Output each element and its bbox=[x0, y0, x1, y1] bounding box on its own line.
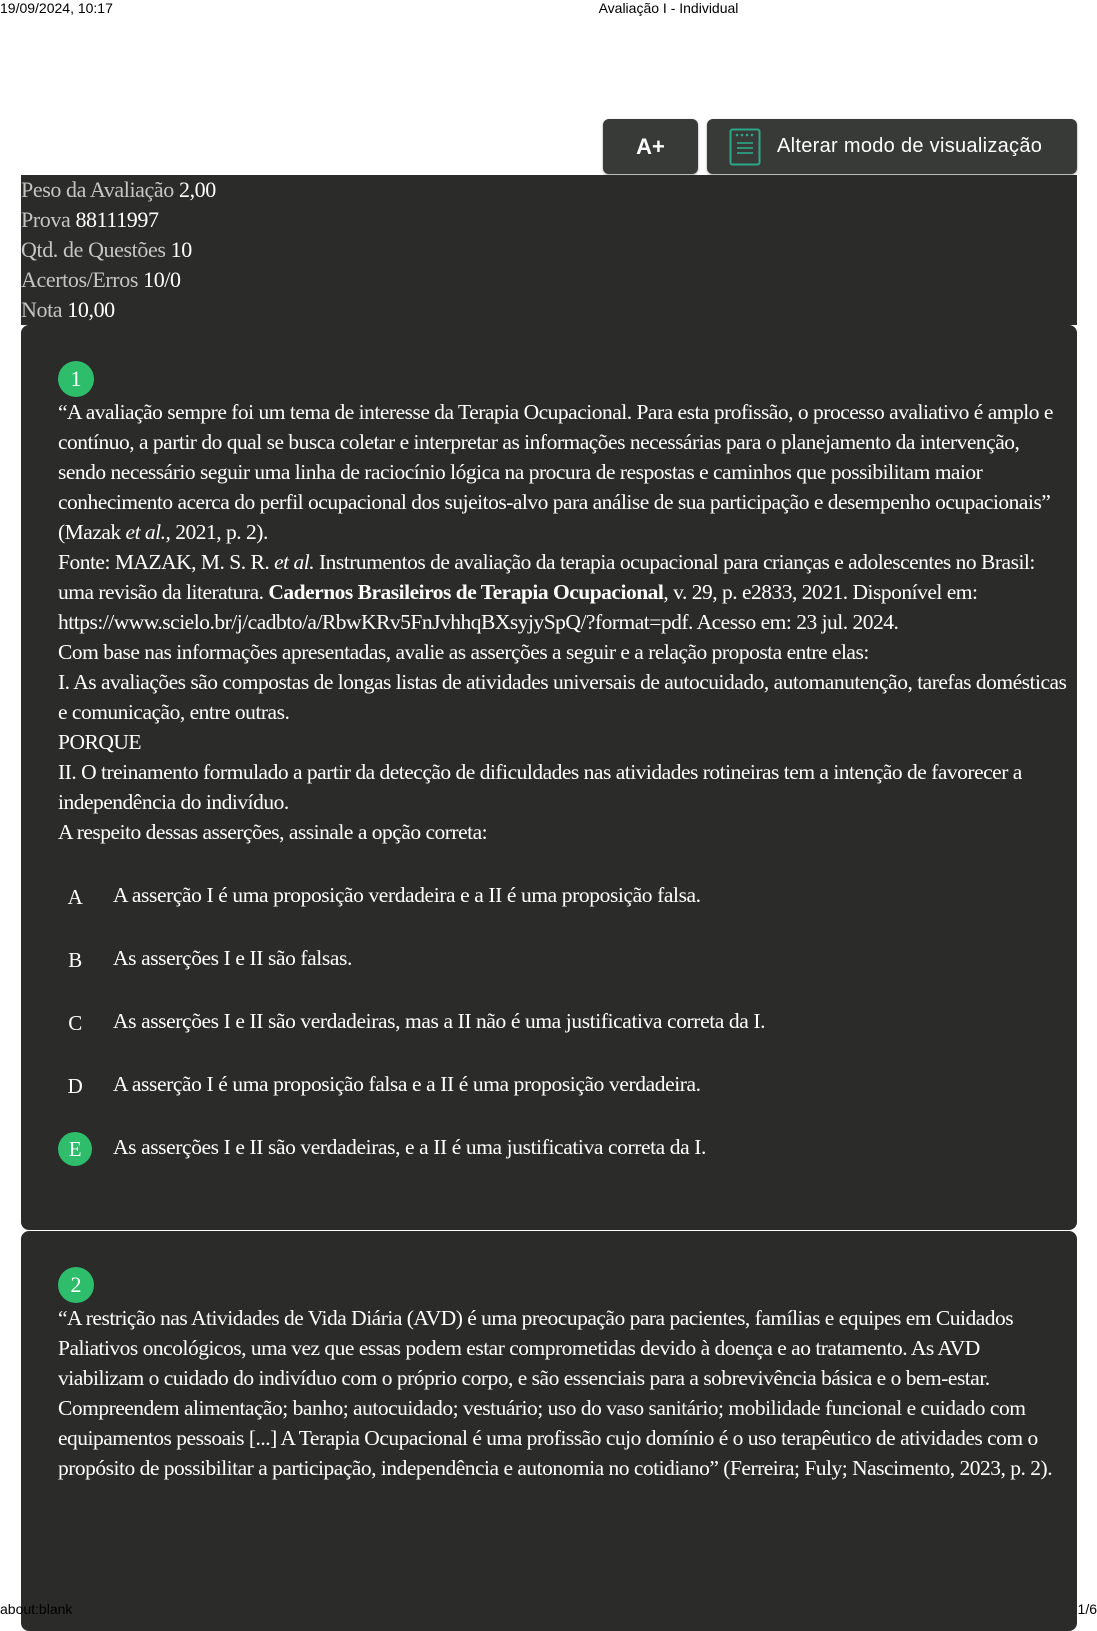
summary-questions bbox=[21, 235, 1077, 265]
summary-exam-label: Prova bbox=[21, 207, 71, 232]
option-c[interactable] bbox=[58, 1006, 1058, 1069]
print-datetime: 19/09/2024, 10:17 bbox=[0, 0, 113, 16]
source-details: , v. 29, p. e2833, 2021. Disponível em: https://www.scielo.br/j/cadbto/a/RbwKRv5FnJvhhqBXsyjySpQ/?format=pdf. Acesso em: 23 jul. 2024. bbox=[58, 580, 978, 634]
question-quote: “A restrição nas Atividades de Vida Diária (AVD) é uma preocupação para pacientes, famílias e equipes em Cuidados Paliativos oncológicos, uma vez que essas podem estar comprometidas devido à doença e ao tratamento. As AVD viabilizam o cuidado do indivíduo com o próprio corpo, e são essenciais para a sobrevivência básica e o bem-estar. Compreendem alimentação; banho; autocuidado; vestuário; uso do vaso sanitário; mobilidade funcional e cuidado com equipamentos pessoais [...] A Terapia Ocupacional é uma profissão cujo domínio é o uso terapêutico de atividades com o propósito de possibilitar a participação, independência e autonomia no cotidiano” (Ferreira; Fuly; Nascimento, 2023, p. 2). bbox=[58, 1306, 1053, 1480]
source-journal: Cadernos Brasileiros de Terapia Ocupacional bbox=[268, 580, 664, 604]
summary-hits-value: 10/0 bbox=[143, 267, 181, 292]
answer-options bbox=[58, 880, 1058, 1195]
print-footer bbox=[0, 1601, 1097, 1619]
assertion-1: I. As avaliações são compostas de longas listas de atividades universais de autocuidado, automanutenção, tarefas domésticas e comunicação, entre outras. bbox=[58, 670, 1067, 724]
question-instruction: A respeito dessas asserções, assinale a opção correta: bbox=[58, 820, 488, 844]
document-icon bbox=[729, 128, 761, 166]
summary-weight-label: Peso da Avaliação bbox=[21, 177, 174, 202]
summary-hits-label: Acertos/Erros bbox=[21, 267, 138, 292]
source-authors: Fonte: MAZAK, M. S. R. bbox=[58, 550, 275, 574]
question-number-badge: 2 bbox=[58, 1267, 94, 1303]
font-size-button[interactable]: A+ bbox=[603, 119, 698, 174]
assertion-connector: PORQUE bbox=[58, 730, 142, 754]
summary-hits bbox=[21, 265, 1077, 295]
summary-questions-value: 10 bbox=[170, 237, 192, 262]
print-header bbox=[0, 0, 1097, 16]
option-text: A asserção I é uma proposição verdadeira e a II é uma proposição falsa. bbox=[113, 883, 701, 907]
question-number-badge: 1 bbox=[58, 361, 94, 397]
source-title: Instrumentos de avaliação da terapia ocupacional para crianças e adolescentes no Brasil: uma revisão da literatura. bbox=[58, 550, 1035, 604]
view-mode-label: Alterar modo de visualização bbox=[777, 135, 1043, 157]
source-italic: et al. bbox=[274, 550, 315, 574]
summary-grade-label: Nota bbox=[21, 297, 63, 322]
option-text: As asserções I e II são falsas. bbox=[113, 946, 352, 970]
question-statement bbox=[58, 397, 1068, 847]
question-statement bbox=[58, 1303, 1068, 1483]
question-prompt: Com base nas informações apresentadas, avalie as asserções a seguir e a relação proposta entre elas: bbox=[58, 640, 869, 664]
question-card-2 bbox=[21, 1231, 1077, 1631]
exam-summary bbox=[21, 175, 1077, 325]
option-b[interactable] bbox=[58, 943, 1058, 1006]
question-quote bbox=[58, 397, 1068, 547]
print-page-title: Avaliação I - Individual bbox=[598, 0, 739, 16]
option-text: As asserções I e II são verdadeiras, mas a II não é uma justificativa correta da I. bbox=[113, 1009, 766, 1033]
option-d[interactable] bbox=[58, 1069, 1058, 1132]
summary-weight-value: 2,00 bbox=[178, 177, 216, 202]
view-mode-button[interactable] bbox=[707, 119, 1077, 174]
option-a[interactable] bbox=[58, 880, 1058, 943]
option-letter: C bbox=[68, 1011, 82, 1035]
quote-italic: et al. bbox=[125, 520, 166, 544]
option-letter: A bbox=[67, 885, 83, 909]
summary-grade-value: 10,00 bbox=[67, 297, 115, 322]
quote-text: “A avaliação sempre foi um tema de interesse da Terapia Ocupacional. Para esta profissão, o processo avaliativo é amplo e contínuo, a partir do qual se busca coletar e interpretar as informações necessárias para o planejamento da intervenção, sendo necessário seguir uma linha de raciocínio lógica na procura de respostas e caminhos que possibilitam maior conhecimento acerca do perfil ocupacional dos sujeitos-alvo para análise de sua participação e desempenho ocupacionais” (Mazak bbox=[58, 400, 1053, 544]
option-letter: D bbox=[67, 1074, 83, 1098]
summary-grade bbox=[21, 295, 1077, 325]
option-letter-correct: E bbox=[58, 1132, 92, 1166]
question-card-1 bbox=[21, 325, 1077, 1230]
summary-exam bbox=[21, 205, 1077, 235]
summary-exam-value: 88111997 bbox=[75, 207, 159, 232]
summary-questions-label: Qtd. de Questões bbox=[21, 237, 166, 262]
option-e[interactable] bbox=[58, 1132, 1058, 1195]
summary-weight bbox=[21, 175, 1077, 205]
print-page-number: 1/6 bbox=[1077, 1601, 1097, 1617]
option-text: A asserção I é uma proposição falsa e a II é uma proposição verdadeira. bbox=[113, 1072, 701, 1096]
print-url: about:blank bbox=[0, 1601, 73, 1617]
option-text: As asserções I e II são verdadeiras, e a II é uma justificativa correta da I. bbox=[113, 1135, 706, 1159]
assertion-2: II. O treinamento formulado a partir da detecção de dificuldades nas atividades rotineiras tem a intenção de favorecer a independência do indivíduo. bbox=[58, 760, 1022, 814]
option-letter: B bbox=[68, 948, 82, 972]
quote-citation: , 2021, p. 2). bbox=[165, 520, 268, 544]
question-source bbox=[58, 547, 1068, 637]
